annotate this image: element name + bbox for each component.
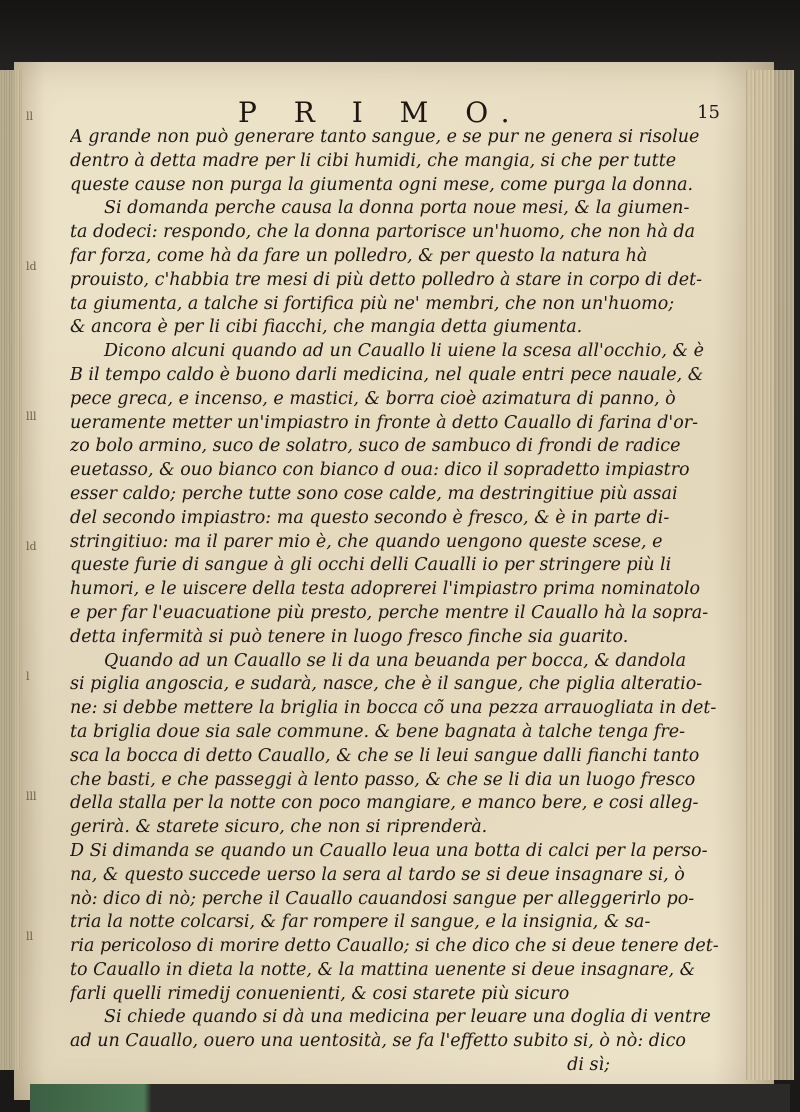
- running-title: P R I M O.: [238, 96, 524, 129]
- gutter-mark: lll: [26, 790, 37, 803]
- text-line: nò: dico di nò; perche il Cauallo cauandosi sangue per alleggerirlo po-: [70, 888, 695, 909]
- text-line: B il tempo caldo è buono darli medicina, nel quale entri pece nauale, &: [70, 364, 704, 385]
- text-line: ta dodeci: respondo, che la donna partorisce un'huomo, che non hà da: [70, 222, 696, 243]
- text-line: na, & questo succede uerso la sera al tardo se si deue insagnare si, ò: [70, 864, 685, 885]
- gutter-marks: [26, 70, 48, 1070]
- page-header: [70, 96, 722, 129]
- text-line: ta briglia doue sia sale commune. & bene bagnata à talche tenga fre-: [70, 721, 686, 742]
- text-line: ne: si debbe mettere la briglia in bocca cõ una pezza arrauogliata in det-: [70, 698, 717, 719]
- text-line: A grande non può generare tanto sangue, e se pur ne genera si risolue: [70, 127, 700, 147]
- text-line: pece greca, e incenso, e mastici, & borra cioè azimatura di panno, ò: [70, 388, 676, 409]
- text-line: che basti, e che passeggi à lento passo, & che se li dia un luogo fresco: [70, 769, 696, 790]
- text-line: detta infermità si può tenere in luogo fresco finche sia guarito.: [70, 626, 629, 647]
- text-line: del secondo impiastro: ma questo secondo è fresco, & è in parte di-: [70, 507, 670, 528]
- text-line: e per far l'euacuatione più presto, perche mentre il Cauallo hà la sopra-: [70, 602, 709, 623]
- gutter-mark: ld: [26, 540, 37, 553]
- text-line: ueramente metter un'impiastro in fronte à detto Cauallo di farina d'or-: [70, 412, 699, 433]
- page-edge-left: [0, 70, 22, 1070]
- scan-bottom-strip: [30, 1084, 790, 1112]
- text-line: zo bolo armino, suco de solatro, suco de sambuco di frondi de radice: [70, 436, 681, 457]
- text-line: dentro à detta madre per li cibi humidi, che mangia, si che per tutte: [70, 150, 677, 171]
- page-edge-right: [746, 70, 794, 1080]
- gutter-mark: ld: [26, 260, 37, 273]
- gutter-mark: ll: [26, 110, 34, 123]
- text-line: Dicono alcuni quando ad un Cauallo li uiene la scesa all'occhio, & è: [104, 341, 704, 362]
- text-line: humori, e le uiscere della testa adoprerei l'impiastro prima nominatolo: [70, 579, 701, 600]
- text-line: queste furie di sangue à gli occhi delli Caualli io per stringere più li: [70, 555, 672, 576]
- text-line: Quando ad un Cauallo se li da una beuanda per bocca, & dandola: [104, 650, 687, 671]
- text-line: sca la bocca di detto Cauallo, & che se li leui sangue dalli fianchi tanto: [70, 745, 700, 766]
- text-line: far forza, come hà da fare un polledro, & per questo la natura hà: [70, 245, 648, 266]
- body-text: [70, 126, 720, 1078]
- text-line: ad un Cauallo, ouero una uentosità, se fa l'effetto subito si, ò nò: dico: [70, 1031, 686, 1052]
- text-line: esser caldo; perche tutte sono cose calde, ma destringitiue più assai: [70, 483, 678, 504]
- text-line: stringitiuo: ma il parer mio è, che quando uengono queste scese, e: [70, 531, 663, 552]
- text-line: to Cauallo in dieta la notte, & la mattina uenente si deue insagnare, &: [70, 959, 696, 980]
- catchword: di sì;: [567, 1055, 610, 1076]
- text-line: della stalla per la notte con poco mangiare, e manco bere, e cosi alleg-: [70, 793, 699, 814]
- text-line: tria la notte colcarsi, & far rompere il sangue, e la insignia, & sa-: [70, 912, 651, 933]
- text-line: euetasso, & ouo bianco con bianco d oua: dico il sopradetto impiastro: [70, 460, 690, 481]
- text-line: ria pericoloso di morire detto Cauallo; si che dico che si deue tenere det-: [70, 936, 719, 957]
- text-line: D Si dimanda se quando un Cauallo leua una botta di calci per la perso-: [70, 840, 708, 861]
- text-line: farli quelli rimedij conuenienti, & cosi starete più sicuro: [70, 983, 570, 1004]
- text-line: prouisto, c'habbia tre mesi di più detto polledro à stare in corpo di det-: [70, 269, 703, 290]
- text-line: ta giumenta, a talche si fortifica più ne' membri, che non un'huomo;: [70, 293, 675, 314]
- gutter-mark: lll: [26, 410, 37, 423]
- text-line: queste cause non purga la giumenta ogni mese, come purga la donna.: [70, 174, 694, 195]
- text-line: Si domanda perche causa la donna porta noue mesi, & la giumen-: [104, 198, 690, 219]
- text-line: & ancora è per li cibi fiacchi, che mangia detta giumenta.: [70, 317, 583, 338]
- text-line: Si chiede quando si dà una medicina per leuare una doglia di ventre: [104, 1007, 711, 1028]
- text-line: si piglia angoscia, e sudarà, nasce, che è il sangue, che piglia alteratio-: [70, 674, 703, 695]
- page-number: 15: [697, 102, 720, 123]
- gutter-mark: l: [26, 670, 30, 683]
- text-line: gerirà. & starete sicuro, che non si riprenderà.: [70, 817, 488, 838]
- gutter-mark: ll: [26, 930, 34, 943]
